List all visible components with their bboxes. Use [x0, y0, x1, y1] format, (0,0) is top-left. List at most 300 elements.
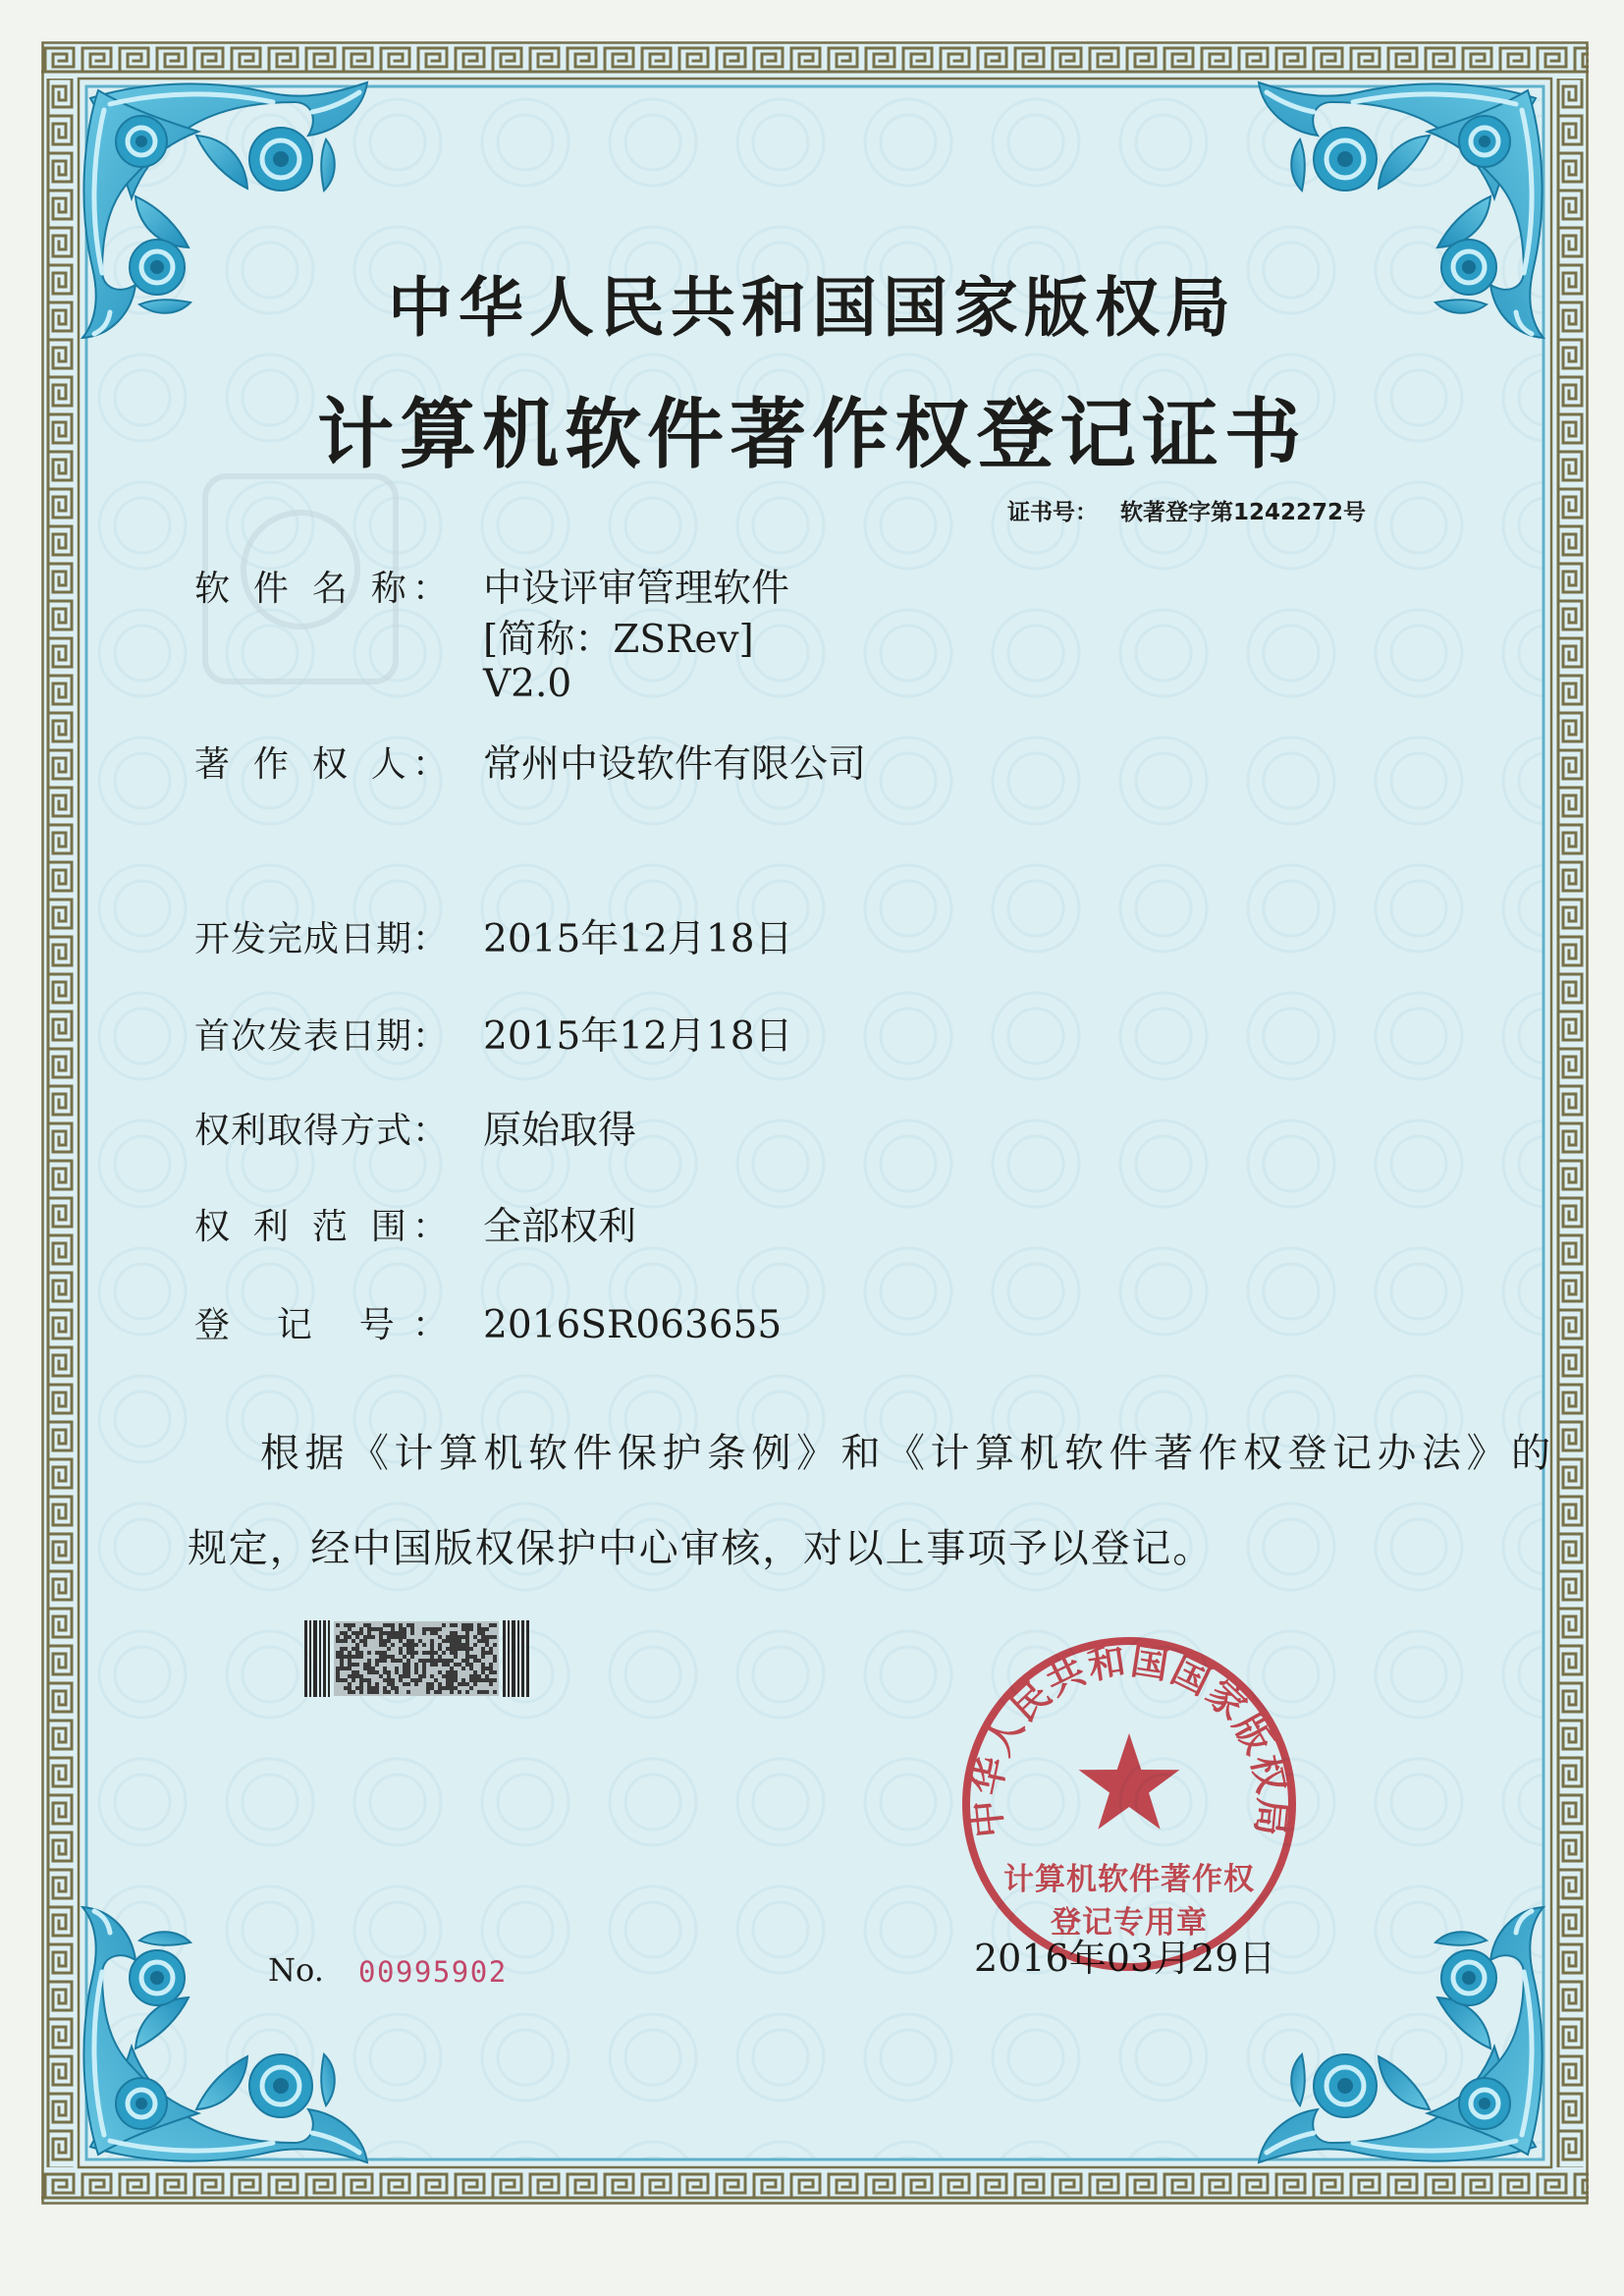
- barcode-module: [450, 1659, 454, 1663]
- barcode-module: [469, 1627, 473, 1631]
- barcode-module: [438, 1655, 442, 1659]
- barcode-module: [461, 1667, 465, 1670]
- barcode-module: [367, 1686, 371, 1690]
- barcode-module: [461, 1659, 465, 1663]
- barcode-module: [387, 1690, 391, 1694]
- barcode-module: [465, 1623, 469, 1627]
- barcode-module: [458, 1690, 461, 1694]
- barcode-module: [454, 1651, 458, 1655]
- barcode-module: [367, 1678, 371, 1682]
- barcode-module: [438, 1690, 442, 1694]
- barcode-module: [434, 1678, 438, 1682]
- barcode-module: [442, 1659, 446, 1663]
- barcode-module: [489, 1635, 493, 1639]
- barcode-module: [359, 1686, 363, 1690]
- barcode-module: [473, 1635, 477, 1639]
- barcode-module: [403, 1663, 406, 1667]
- barcode-module: [414, 1682, 418, 1686]
- barcode-module: [446, 1639, 450, 1643]
- barcode-module: [344, 1623, 348, 1627]
- barcode-module: [426, 1659, 430, 1663]
- barcode-module: [493, 1659, 497, 1663]
- barcode-module: [371, 1670, 375, 1674]
- barcode-module: [379, 1627, 383, 1631]
- barcode-module: [399, 1639, 403, 1643]
- barcode-module: [446, 1678, 450, 1682]
- barcode-bar: [521, 1620, 524, 1697]
- corner-ornament-bottom-left: [81, 1904, 375, 2164]
- barcode-module: [414, 1670, 418, 1674]
- barcode-module: [481, 1690, 485, 1694]
- barcode-module: [458, 1635, 461, 1639]
- barcode-module: [477, 1678, 481, 1682]
- barcode-module: [399, 1678, 403, 1682]
- barcode-module: [434, 1631, 438, 1635]
- barcode-module: [348, 1667, 352, 1670]
- barcode-module: [340, 1667, 344, 1670]
- barcode-module: [383, 1670, 387, 1674]
- barcode-module: [442, 1674, 446, 1678]
- barcode-module: [450, 1623, 454, 1627]
- barcode-module: [359, 1639, 363, 1643]
- barcode-module: [481, 1647, 485, 1651]
- barcode-module: [340, 1631, 344, 1635]
- barcode-module: [371, 1686, 375, 1690]
- barcode-module: [469, 1686, 473, 1690]
- barcode-module: [446, 1674, 450, 1678]
- barcode-module: [461, 1643, 465, 1647]
- barcode-module: [461, 1682, 465, 1686]
- barcode-module: [367, 1682, 371, 1686]
- barcode-module: [438, 1682, 442, 1686]
- barcode-module: [469, 1623, 473, 1627]
- barcode-module: [387, 1647, 391, 1651]
- barcode-module: [348, 1674, 352, 1678]
- barcode-module: [465, 1651, 469, 1655]
- barcode-module: [395, 1690, 399, 1694]
- barcode-module: [434, 1690, 438, 1694]
- barcode-module: [473, 1643, 477, 1647]
- barcode-module: [473, 1674, 477, 1678]
- field-label-software-name: 软 件 名 称：: [194, 569, 448, 609]
- barcode-module: [348, 1686, 352, 1690]
- barcode-module: [465, 1631, 469, 1635]
- seal-line-2: 登记专用章: [1051, 1905, 1208, 1941]
- barcode-module: [336, 1655, 340, 1659]
- field-label-registration-number: 登 记 号：: [194, 1305, 448, 1345]
- barcode-module: [379, 1643, 383, 1647]
- barcode-module: [422, 1670, 426, 1674]
- barcode-module: [458, 1663, 461, 1667]
- barcode-module: [391, 1678, 395, 1682]
- barcode-module: [348, 1682, 352, 1686]
- barcode-module: [465, 1643, 469, 1647]
- barcode-module: [344, 1678, 348, 1682]
- barcode-module: [399, 1631, 403, 1635]
- barcode-module: [406, 1667, 410, 1670]
- barcode-module: [355, 1643, 359, 1647]
- barcode-module: [430, 1659, 434, 1663]
- barcode-module: [450, 1682, 454, 1686]
- barcode-module: [465, 1663, 469, 1667]
- barcode-module: [426, 1651, 430, 1655]
- barcode-module: [367, 1631, 371, 1635]
- barcode-module: [454, 1643, 458, 1647]
- barcode-module: [485, 1651, 489, 1655]
- barcode-bar: [508, 1620, 510, 1697]
- barcode-module: [399, 1635, 403, 1639]
- barcode-module: [477, 1659, 481, 1663]
- barcode-module: [430, 1647, 434, 1651]
- greek-key-border-top: [41, 41, 1589, 79]
- official-seal: [933, 1608, 1326, 2000]
- barcode-module: [355, 1663, 359, 1667]
- barcode-module: [399, 1627, 403, 1631]
- certificate-title: 计算机软件著作权登记证书: [316, 390, 1307, 479]
- barcode-module: [481, 1635, 485, 1639]
- barcode-module: [348, 1690, 352, 1694]
- barcode-module: [383, 1623, 387, 1627]
- barcode-module: [363, 1635, 367, 1639]
- barcode-bar: [309, 1620, 311, 1697]
- barcode-module: [414, 1643, 418, 1647]
- barcode-module: [375, 1690, 379, 1694]
- barcode-module: [493, 1635, 497, 1639]
- barcode-module: [352, 1690, 355, 1694]
- barcode-module: [481, 1667, 485, 1670]
- field-value-software-name: 中设评审管理软件: [483, 567, 790, 611]
- barcode-module: [493, 1678, 497, 1682]
- barcode-module: [450, 1690, 454, 1694]
- barcode-bar: [517, 1620, 519, 1697]
- barcode-module: [414, 1678, 418, 1682]
- barcode-module: [454, 1670, 458, 1674]
- barcode-module: [493, 1670, 497, 1674]
- barcode-module: [430, 1651, 434, 1655]
- barcode-module: [430, 1643, 434, 1647]
- barcode-module: [363, 1663, 367, 1667]
- barcode-module: [355, 1686, 359, 1690]
- barcode-module: [395, 1670, 399, 1674]
- barcode-module: [473, 1682, 477, 1686]
- barcode-module: [391, 1686, 395, 1690]
- barcode-module: [458, 1647, 461, 1651]
- field-label-rights-scope: 权 利 范 围：: [194, 1207, 448, 1247]
- barcode-module: [454, 1631, 458, 1635]
- barcode-module: [469, 1655, 473, 1659]
- barcode-module: [379, 1651, 383, 1655]
- barcode-module: [465, 1635, 469, 1639]
- barcode-module: [485, 1678, 489, 1682]
- barcode-module: [387, 1678, 391, 1682]
- barcode-module: [336, 1635, 340, 1639]
- barcode-module: [379, 1639, 383, 1643]
- barcode-module: [426, 1686, 430, 1690]
- barcode-module: [434, 1651, 438, 1655]
- barcode-module: [355, 1655, 359, 1659]
- barcode-module: [359, 1631, 363, 1635]
- barcode-module: [395, 1659, 399, 1663]
- barcode-module: [410, 1639, 414, 1643]
- barcode-module: [352, 1678, 355, 1682]
- barcode-module: [336, 1667, 340, 1670]
- barcode-module: [430, 1639, 434, 1643]
- field-value-short-name: [简称：ZSRev]: [483, 618, 754, 662]
- barcode-module: [438, 1670, 442, 1674]
- barcode-module: [473, 1659, 477, 1663]
- barcode-module: [391, 1635, 395, 1639]
- barcode-module: [367, 1670, 371, 1674]
- barcode-module: [352, 1655, 355, 1659]
- barcode-module: [481, 1670, 485, 1674]
- barcode-module: [450, 1678, 454, 1682]
- barcode-module: [450, 1643, 454, 1647]
- barcode-module: [485, 1667, 489, 1670]
- barcode-module: [359, 1627, 363, 1631]
- barcode-module: [379, 1631, 383, 1635]
- barcode-module: [450, 1635, 454, 1639]
- barcode-module: [410, 1655, 414, 1659]
- barcode-module: [395, 1667, 399, 1670]
- barcode-module: [348, 1651, 352, 1655]
- barcode-module: [367, 1623, 371, 1627]
- barcode-module: [410, 1651, 414, 1655]
- barcode-module: [367, 1635, 371, 1639]
- barcode-module: [493, 1643, 497, 1647]
- barcode-module: [458, 1639, 461, 1643]
- barcode-module: [406, 1690, 410, 1694]
- barcode-module: [395, 1686, 399, 1690]
- barcode-module: [383, 1686, 387, 1690]
- barcode-module: [461, 1627, 465, 1631]
- barcode-module: [477, 1674, 481, 1678]
- barcode-module: [454, 1678, 458, 1682]
- barcode-module: [355, 1631, 359, 1635]
- barcode-module: [406, 1670, 410, 1674]
- barcode-module: [406, 1623, 410, 1627]
- barcode-module: [352, 1663, 355, 1667]
- barcode-module: [481, 1678, 485, 1682]
- barcode-module: [418, 1639, 422, 1643]
- barcode-module: [352, 1631, 355, 1635]
- field-value-copyright-owner: 常州中设软件有限公司: [483, 742, 867, 787]
- barcode-module: [410, 1678, 414, 1682]
- barcode-module: [336, 1678, 340, 1682]
- barcode-module: [363, 1639, 367, 1643]
- barcode-module: [406, 1651, 410, 1655]
- barcode-module: [477, 1690, 481, 1694]
- barcode-module: [426, 1627, 430, 1631]
- barcode-module: [450, 1651, 454, 1655]
- barcode-module: [359, 1690, 363, 1694]
- barcode-module: [418, 1678, 422, 1682]
- barcode-module: [406, 1639, 410, 1643]
- barcode-module: [406, 1659, 410, 1663]
- barcode-bar: [512, 1620, 515, 1697]
- barcode-module: [410, 1647, 414, 1651]
- barcode-module: [481, 1627, 485, 1631]
- barcode-module: [340, 1647, 344, 1651]
- issuer-heading: 中华人民共和国国家版权局: [388, 270, 1236, 346]
- barcode-module: [446, 1663, 450, 1667]
- barcode-module: [387, 1635, 391, 1639]
- field-value-registration-number: 2016SR063655: [483, 1303, 783, 1347]
- barcode-module: [383, 1631, 387, 1635]
- barcode-module: [375, 1682, 379, 1686]
- barcode-module: [355, 1670, 359, 1674]
- barcode-bar: [313, 1620, 317, 1697]
- field-value-completion-date: 2015年12月18日: [483, 917, 793, 961]
- barcode-bar: [304, 1620, 307, 1697]
- barcode-module: [422, 1651, 426, 1655]
- field-label-completion-date: 开发完成日期：: [194, 919, 448, 959]
- barcode-module: [485, 1627, 489, 1631]
- barcode-module: [454, 1674, 458, 1678]
- barcode-module: [465, 1627, 469, 1631]
- barcode-module: [336, 1639, 340, 1643]
- barcode-module: [375, 1659, 379, 1663]
- barcode-module: [352, 1674, 355, 1678]
- barcode-module: [473, 1670, 477, 1674]
- barcode-module: [469, 1663, 473, 1667]
- barcode-module: [387, 1674, 391, 1678]
- barcode-module: [410, 1627, 414, 1631]
- barcode-module: [399, 1674, 403, 1678]
- barcode-module: [454, 1635, 458, 1639]
- barcode-module: [340, 1678, 344, 1682]
- barcode-module: [344, 1635, 348, 1639]
- barcode-module: [406, 1682, 410, 1686]
- barcode-module: [461, 1623, 465, 1627]
- barcode-module: [434, 1659, 438, 1663]
- barcode-module: [348, 1623, 352, 1627]
- barcode-module: [422, 1674, 426, 1678]
- barcode-module: [434, 1663, 438, 1667]
- barcode-module: [446, 1635, 450, 1639]
- barcode-module: [442, 1651, 446, 1655]
- barcode-module: [391, 1623, 395, 1627]
- barcode-module: [469, 1647, 473, 1651]
- barcode-module: [348, 1663, 352, 1667]
- barcode-module: [352, 1670, 355, 1674]
- certificate-number-value: 软著登字第1242272号: [1120, 500, 1367, 525]
- serial-number-label: No.: [268, 1951, 324, 1989]
- barcode-module: [348, 1627, 352, 1631]
- barcode-module: [422, 1667, 426, 1670]
- seal-ring-text-path: 中华人民共和国国家版权局: [963, 1638, 1295, 1840]
- barcode-module: [375, 1627, 379, 1631]
- statement-line-1: 根据《计算机软件保护条例》和《计算机软件著作权登记办法》的: [260, 1431, 1556, 1476]
- barcode-module: [450, 1674, 454, 1678]
- barcode-module: [430, 1686, 434, 1690]
- certificate-number-label: 证书号：: [1007, 500, 1098, 525]
- barcode-module: [348, 1655, 352, 1659]
- barcode-module: [410, 1623, 414, 1627]
- barcode-module: [340, 1651, 344, 1655]
- barcode-module: [430, 1682, 434, 1686]
- barcode-module: [410, 1643, 414, 1647]
- barcode-module: [387, 1639, 391, 1643]
- barcode-module: [383, 1643, 387, 1647]
- barcode-module: [391, 1627, 395, 1631]
- barcode-bar: [323, 1620, 326, 1697]
- barcode-module: [481, 1651, 485, 1655]
- barcode-module: [485, 1643, 489, 1647]
- barcode-module: [387, 1682, 391, 1686]
- barcode-bar: [328, 1620, 330, 1697]
- barcode-module: [458, 1643, 461, 1647]
- barcode-module: [406, 1647, 410, 1651]
- barcode-module: [422, 1627, 426, 1631]
- barcode-module: [344, 1631, 348, 1635]
- barcode-module: [399, 1647, 403, 1651]
- barcode-module: [481, 1639, 485, 1643]
- barcode-module: [422, 1663, 426, 1667]
- barcode-module: [485, 1635, 489, 1639]
- barcode-module: [363, 1623, 367, 1627]
- barcode-module: [489, 1651, 493, 1655]
- barcode-module: [477, 1627, 481, 1631]
- barcode-module: [454, 1623, 458, 1627]
- barcode-module: [395, 1631, 399, 1635]
- barcode-module: [367, 1690, 371, 1694]
- barcode-module: [363, 1678, 367, 1682]
- barcode-module: [489, 1670, 493, 1674]
- barcode-module: [454, 1639, 458, 1643]
- barcode-module: [489, 1647, 493, 1651]
- barcode-module: [469, 1667, 473, 1670]
- barcode-module: [403, 1682, 406, 1686]
- barcode-module: [340, 1655, 344, 1659]
- barcode-module: [383, 1639, 387, 1643]
- barcode-module: [469, 1678, 473, 1682]
- barcode-module: [422, 1643, 426, 1647]
- barcode-module: [426, 1682, 430, 1686]
- barcode-module: [352, 1647, 355, 1651]
- barcode-module: [438, 1647, 442, 1651]
- barcode-module: [485, 1690, 489, 1694]
- barcode-module: [367, 1663, 371, 1667]
- barcode-module: [406, 1663, 410, 1667]
- barcode-module: [391, 1659, 395, 1663]
- barcode-module: [465, 1690, 469, 1694]
- barcode-module: [493, 1655, 497, 1659]
- barcode-module: [336, 1670, 340, 1674]
- barcode-module: [383, 1651, 387, 1655]
- barcode-module: [391, 1631, 395, 1635]
- barcode-module: [414, 1667, 418, 1670]
- barcode-module: [446, 1670, 450, 1674]
- barcode-module: [344, 1647, 348, 1651]
- barcode-module: [387, 1631, 391, 1635]
- barcode-module: [481, 1663, 485, 1667]
- barcode-module: [422, 1631, 426, 1635]
- barcode-module: [454, 1655, 458, 1659]
- barcode-module: [438, 1643, 442, 1647]
- barcode-module: [446, 1682, 450, 1686]
- barcode-module: [336, 1623, 340, 1627]
- barcode-module: [450, 1631, 454, 1635]
- barcode-module: [481, 1631, 485, 1635]
- field-value-version: V2.0: [483, 662, 572, 706]
- barcode-module: [461, 1647, 465, 1651]
- barcode-module: [446, 1647, 450, 1651]
- barcode: [304, 1618, 530, 1699]
- barcode-module: [477, 1639, 481, 1643]
- barcode-module: [379, 1659, 383, 1663]
- barcode-module: [461, 1678, 465, 1682]
- barcode-module: [430, 1663, 434, 1667]
